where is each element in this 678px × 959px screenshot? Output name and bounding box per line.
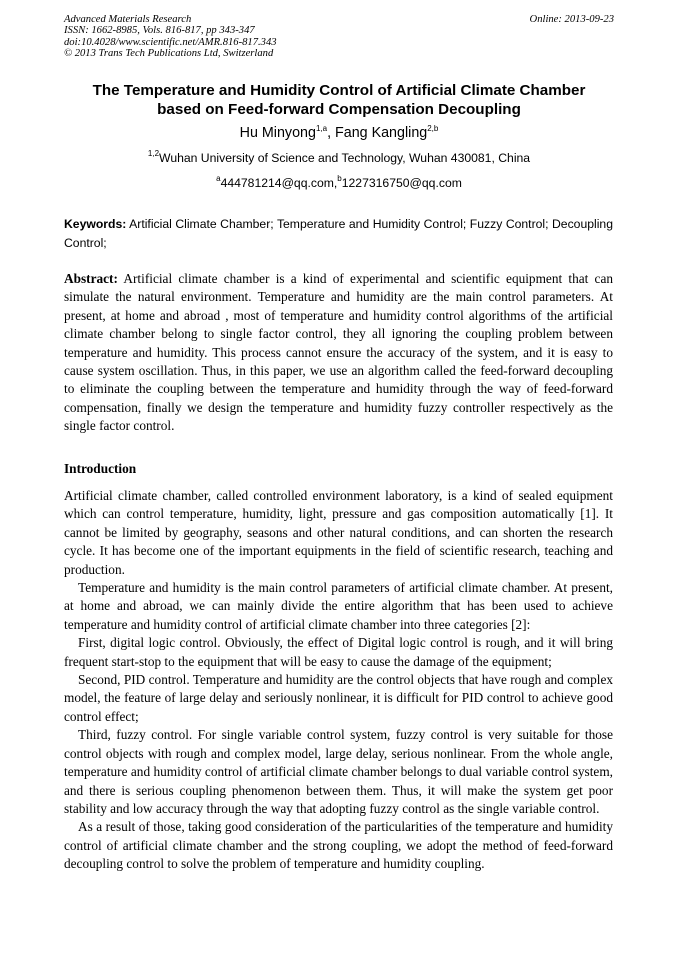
- keywords-section: [64, 215, 613, 252]
- affiliation-text: Wuhan University of Science and Technology, Wuhan 430081, China: [159, 151, 531, 165]
- paragraph: Third, fuzzy control. For single variable control system, fuzzy control is very suitable for those control objects with rough and complex model, large delay, serious nonlinear. From the whole angle, temperature and humidity control of artificial climate chamber belongs to dual variable control system, and there is serious coupling phenomenon between them. Thus, it will make the system get poor stability and low accuracy through the way that adopting fuzzy control as the single variable control.: [64, 727, 613, 816]
- paragraph: As a result of those, taking good consideration of the particularities of the temperature and humidity control of artificial climate chamber and the strong coupling, we adopt the method of feed-forward decoupling control to solve the problem of temperature and humidity coupling.: [64, 819, 613, 872]
- title-line-1: The Temperature and Humidity Control of Artificial Climate Chamber: [92, 82, 586, 99]
- author-name: Hu Minyong: [239, 125, 316, 141]
- email-superscript: a: [216, 174, 221, 183]
- abstract-section: [64, 270, 613, 436]
- title-line-2: based on Feed-forward Compensation Decoupling: [157, 100, 521, 118]
- paragraph: Second, PID control. Temperature and humidity are the control objects that have rough and complex model, the feature of large delay and seriously nonlinear, it is difficult for PID control to achieve good control effect;: [64, 672, 613, 724]
- author-separator: ,: [327, 125, 336, 141]
- email-address: 444781214@qq.com,: [220, 176, 338, 190]
- doi-line: doi:10.4028/www.scientific.net/AMR.816-817.343: [64, 36, 277, 48]
- paragraph: First, digital logic control. Obviously, the effect of Digital logic control is rough, and it will bring frequent start-stop to the equipment that will be easy to cause the damage of the equipment;: [64, 635, 613, 669]
- author-superscript: 1,a: [315, 124, 328, 133]
- journal-metadata: [64, 14, 277, 60]
- abstract-text: Artificial climate chamber is a kind of experimental and scientific equipment that can simulate the natural environment. Temperature and humidity are the main control parameters. At present, at home and abroad , most of temperature and humidity control algorithms of the artificial climate chamber belong to single factor control, they all ignoring the coupling problem between temperature and humidity. This process cannot ensure the accuracy of the system, and it is easy to cause system oscillation. Thus, in this paper, we use an algorithm called the feed-forward decoupling to eliminate the coupling between the temperature and humidity through the way of feed-forward compensation, finally we design the temperature and humidity fuzzy controller respectively as the single factor control.: [64, 271, 613, 434]
- email-superscript: b: [337, 174, 342, 183]
- keywords-label: Keywords:: [64, 217, 127, 231]
- issn-line: ISSN: 1662-8985, Vols. 816-817, pp 343-347: [64, 25, 255, 37]
- author-emails: [40, 176, 638, 191]
- paper-title: [40, 82, 638, 119]
- online-date: Online: 2013-09-23: [529, 14, 614, 25]
- copyright-line: © 2013 Trans Tech Publications Ltd, Switzerland: [64, 48, 274, 60]
- journal-name: Advanced Materials Research: [64, 14, 192, 25]
- abstract-label: Abstract:: [64, 271, 118, 286]
- introduction-heading: Introduction: [64, 461, 137, 476]
- introduction-body: [64, 487, 613, 874]
- author-list: [40, 124, 638, 142]
- paragraph: Artificial climate chamber, called controlled environment laboratory, is a kind of sealed equipment which can control temperature, humidity, light, pressure and gas composition automatically [1]. It cannot be limited by geography, seasons and other natural conditions, and can shorten the research cycle. It has become one of the important equipments in the field of scientific research, teaching and production.: [64, 488, 613, 577]
- author-name: Fang Kangling: [335, 125, 428, 141]
- author-superscript: 2,b: [427, 124, 439, 133]
- paragraph: Temperature and humidity is the main control parameters of artificial climate chamber. At present, at home and abroad, we can mainly divide the entire algorithm that has been used to achieve temperature and humidity control of artificial climate chamber into three categories [2]:: [64, 580, 613, 632]
- affiliation: [40, 151, 638, 166]
- email-address: 1227316750@qq.com: [341, 176, 462, 190]
- affiliation-superscript: 1,2: [147, 149, 160, 158]
- keywords-text: Artificial Climate Chamber; Temperature and Humidity Control; Fuzzy Control; Decoupling Control;: [64, 217, 613, 250]
